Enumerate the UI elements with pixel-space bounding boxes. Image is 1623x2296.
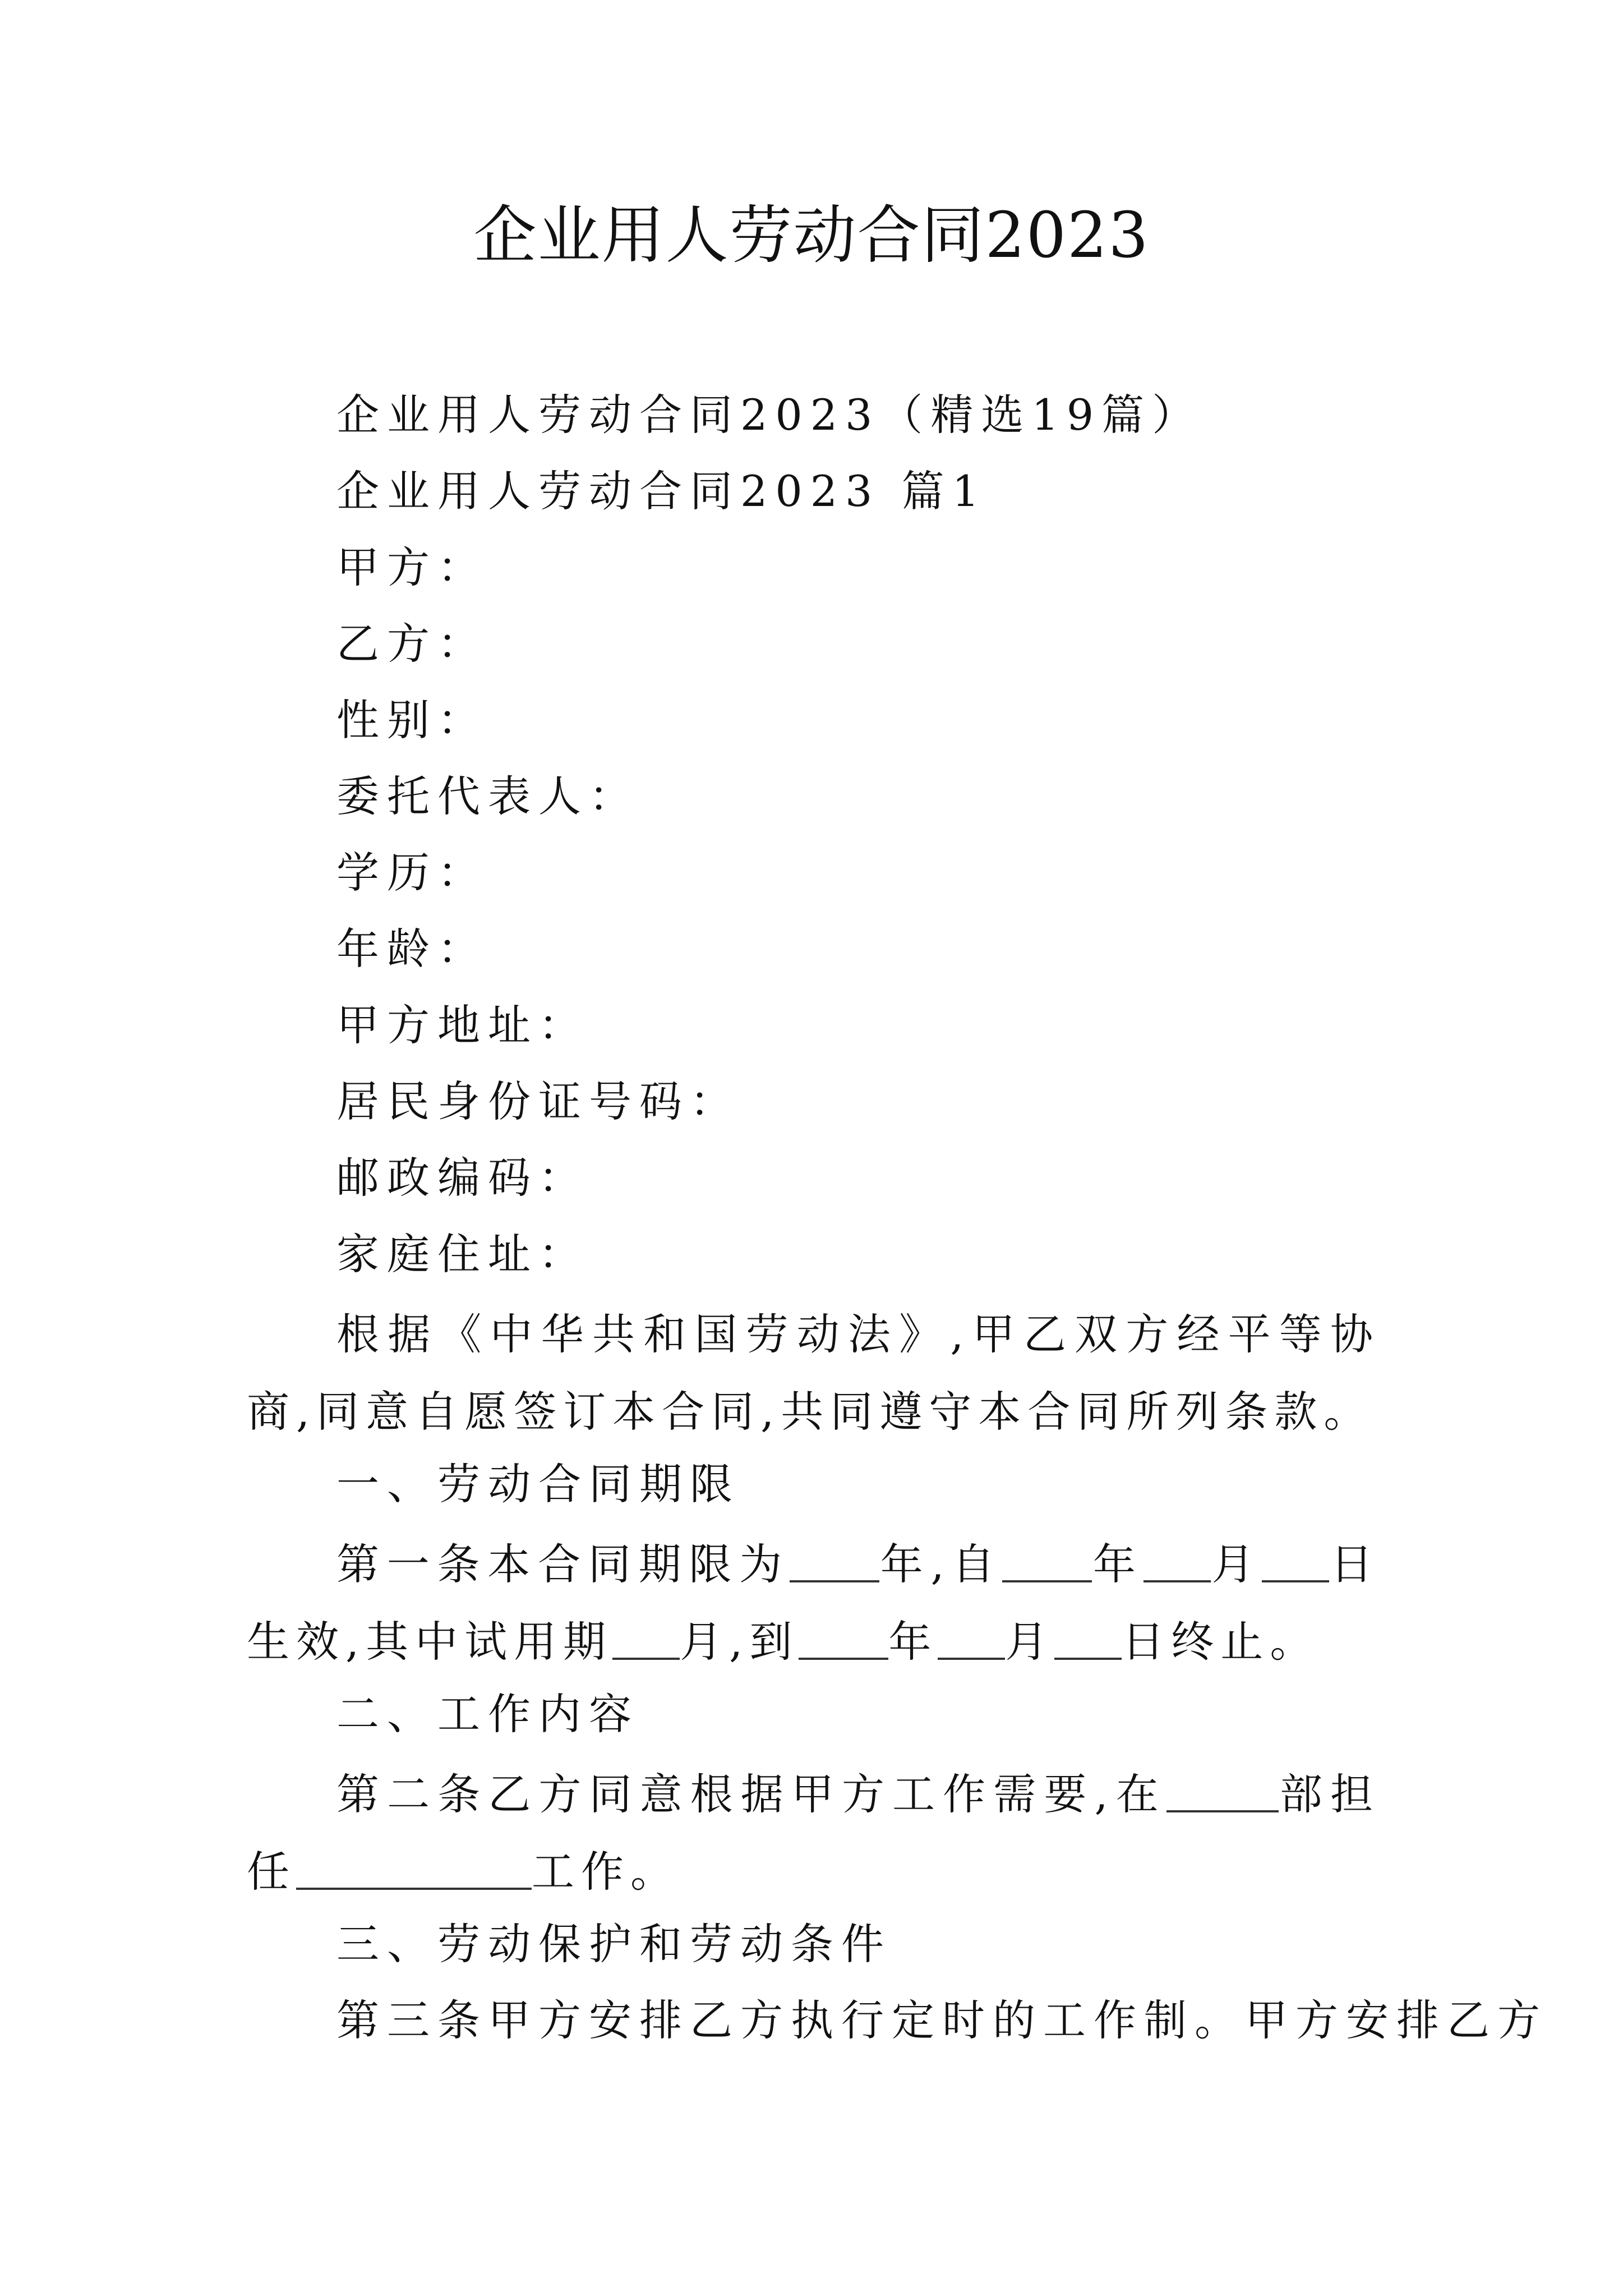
intro-paragraph: 根据《中华共和国劳动法》,甲乙双方经平等协商,同意自愿签订本合同,共同遵守本合同所列条款。 [247, 1309, 1380, 1437]
article-1-text: 月,到 [680, 1617, 799, 1667]
blank-position [296, 1848, 532, 1890]
article-1-text: 月 [1210, 1539, 1262, 1589]
field-home-address: 家庭住址： [336, 1229, 589, 1279]
blank-start-month [1144, 1541, 1211, 1582]
field-party-a: 甲方： [336, 542, 488, 592]
document-subtitle: 企业用人劳动合同2023（精选19篇） [336, 390, 1203, 440]
blank-department [1166, 1771, 1279, 1812]
blank-end-month [938, 1618, 1005, 1660]
blank-probation-months [612, 1618, 680, 1660]
article-2-text: 工作。 [532, 1847, 680, 1897]
article-3: 第三条甲方安排乙方执行定时的工作制。甲方安排乙方 [336, 1995, 1548, 2045]
article-1-text: 日生效,其中试用期 [247, 1539, 1380, 1667]
blank-start-year [1002, 1541, 1092, 1582]
field-education: 学历： [336, 848, 488, 898]
field-postal-code: 邮政编码： [336, 1153, 589, 1203]
document-title: 企业用人劳动合同2023 [473, 199, 1150, 272]
heading-contract-term: 一、劳动合同期限 [336, 1459, 740, 1509]
field-party-a-address: 甲方地址： [336, 1000, 589, 1050]
article-1-text: 月 [1005, 1617, 1055, 1667]
article-1-text: 年 [1092, 1539, 1144, 1589]
article-2-text: 部担任 [247, 1769, 1380, 1897]
blank-start-day [1262, 1541, 1329, 1582]
article-1-text: 日终止。 [1122, 1617, 1320, 1667]
heading-work-content: 二、工作内容 [336, 1689, 639, 1739]
article-2 [247, 1756, 1380, 1911]
article-1-text: 年 [888, 1617, 938, 1667]
blank-end-day [1054, 1618, 1122, 1660]
section-heading: 企业用人劳动合同2023 篇1 [336, 466, 987, 516]
article-1-text: 年,自 [879, 1539, 1003, 1589]
field-gender: 性别： [336, 695, 488, 745]
field-id-number: 居民身份证号码： [336, 1076, 740, 1126]
article-1-text: 第一条本合同期限为 [336, 1539, 790, 1589]
heading-labor-protection: 三、劳动保护和劳动条件 [336, 1919, 892, 1969]
field-age: 年龄： [336, 924, 488, 974]
article-1 [247, 1526, 1380, 1681]
blank-term-years [790, 1541, 879, 1582]
article-2-text: 第二条乙方同意根据甲方工作需要,在 [336, 1769, 1166, 1819]
field-party-b: 乙方： [336, 619, 488, 669]
blank-end-year [799, 1618, 888, 1660]
field-representative: 委托代表人： [336, 771, 639, 821]
